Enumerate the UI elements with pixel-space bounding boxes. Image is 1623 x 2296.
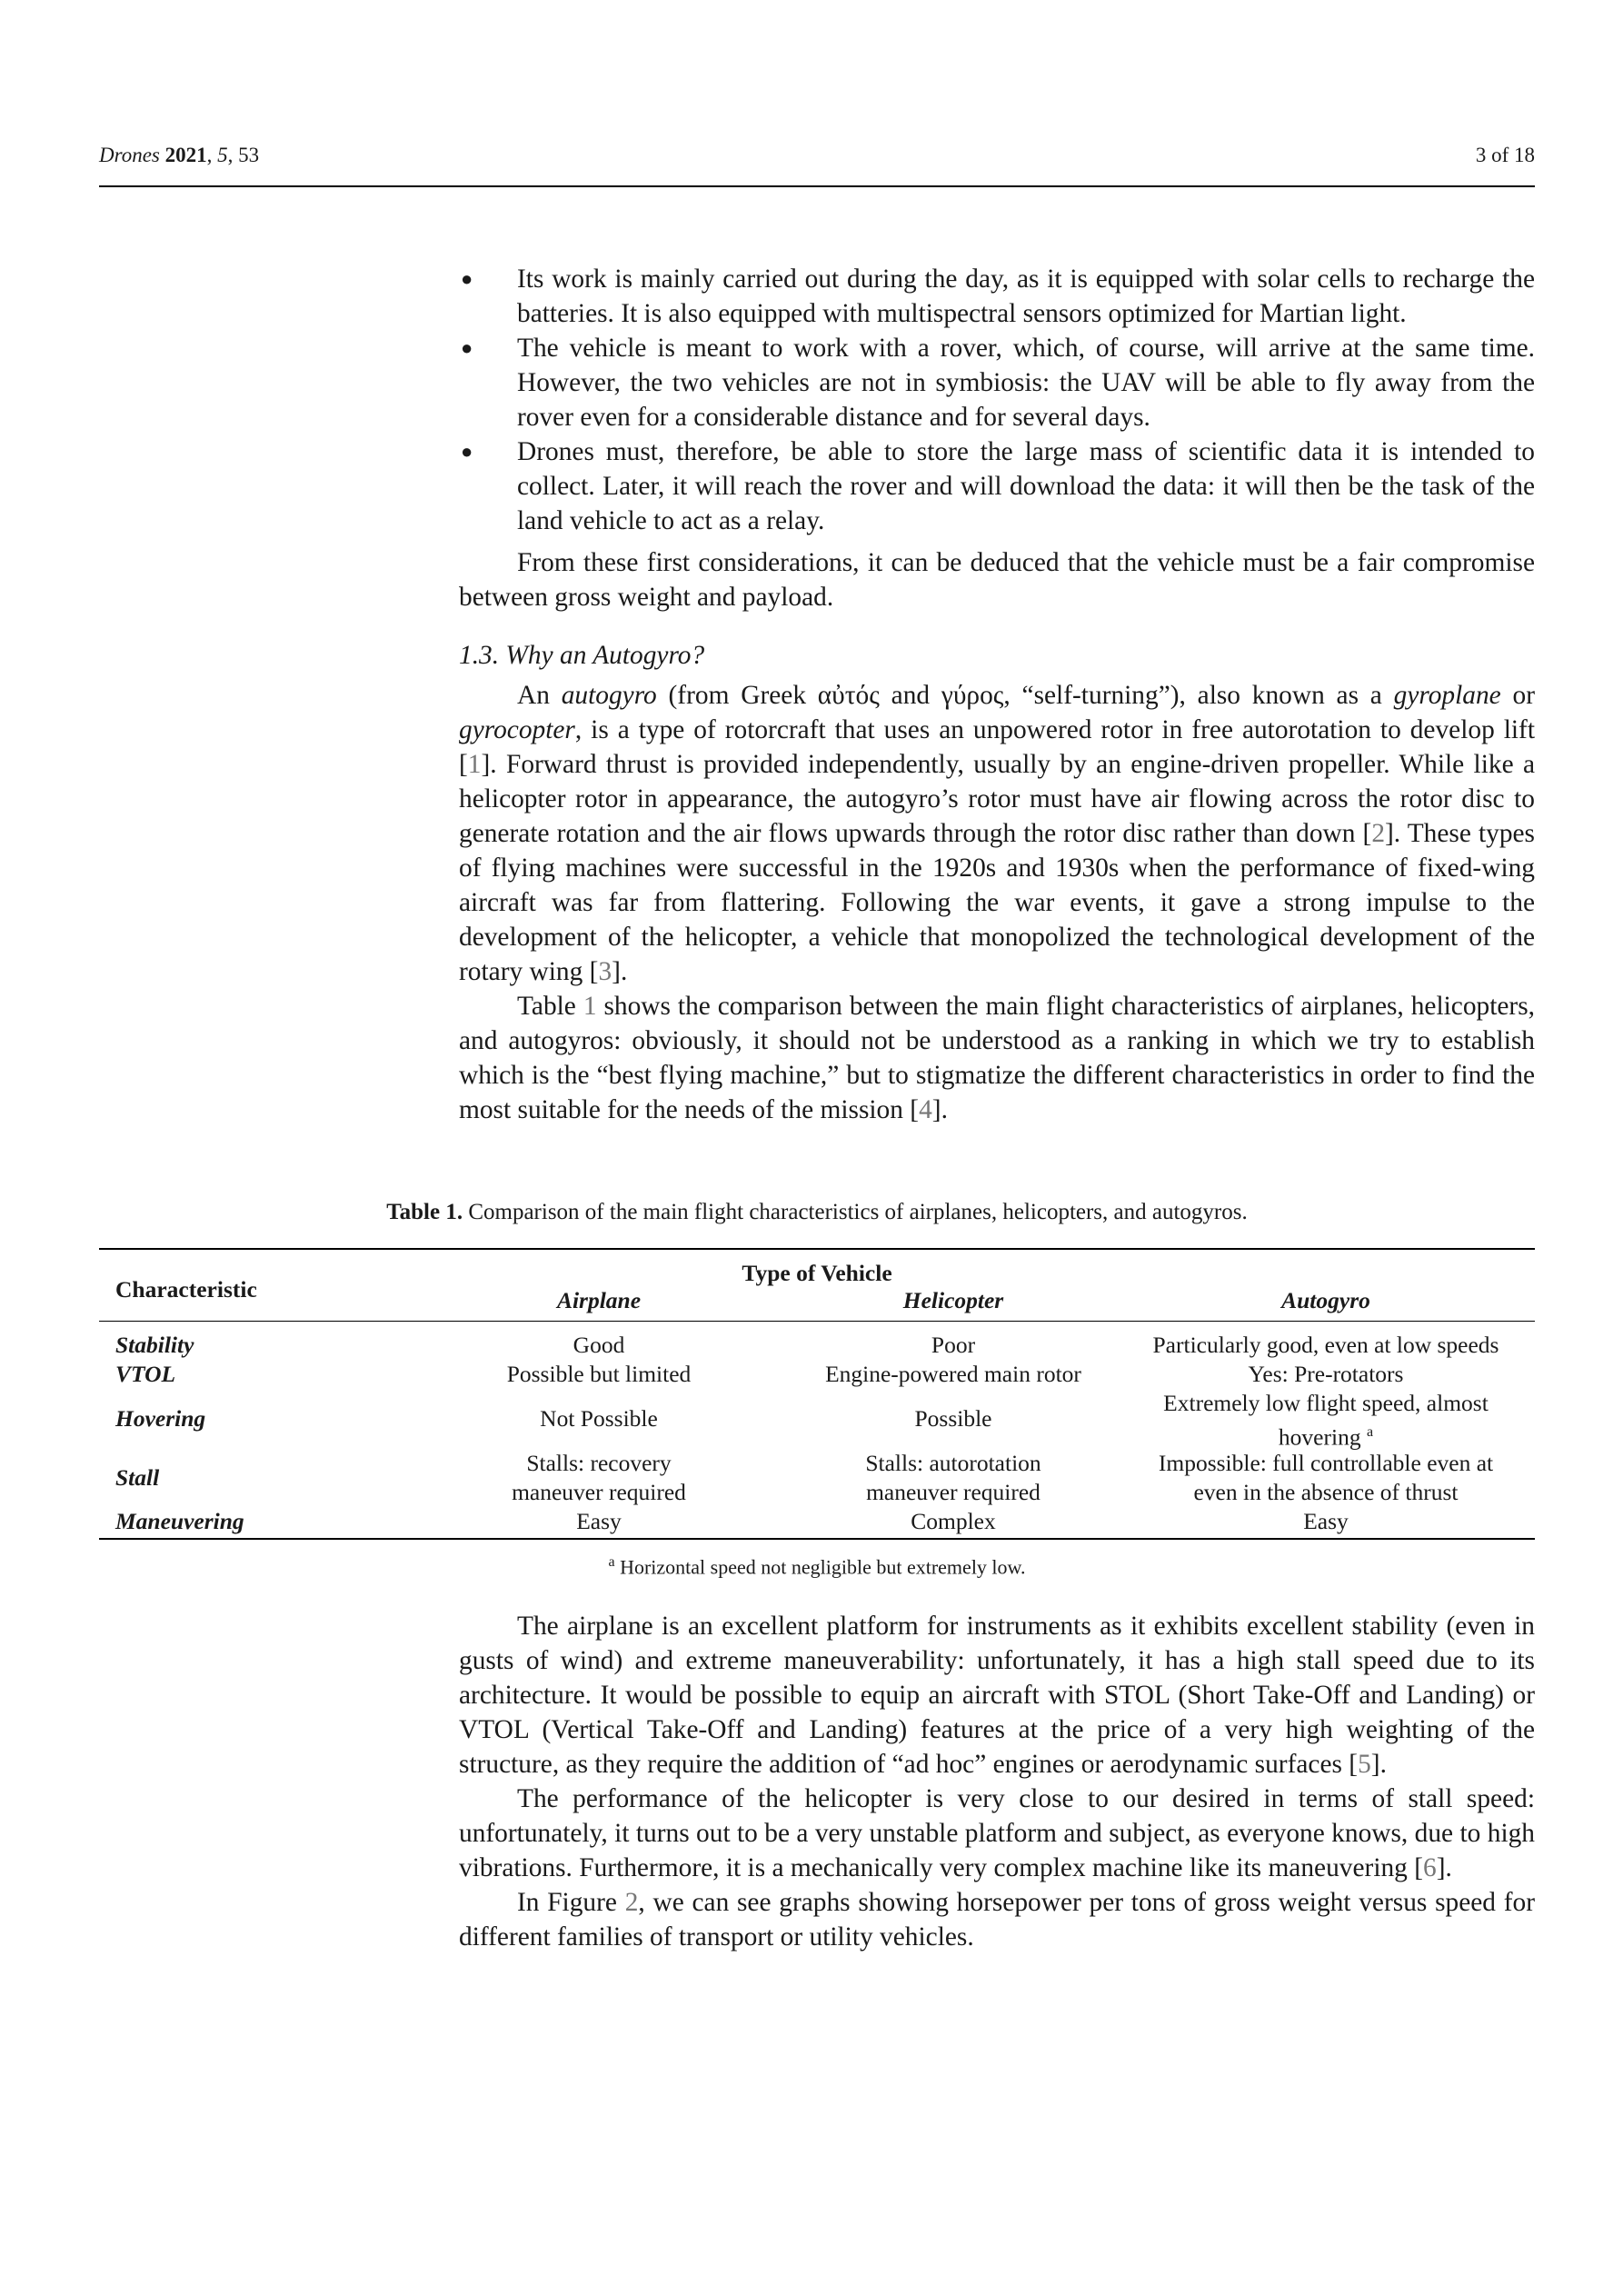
table-footnote: [99, 1554, 1535, 1579]
table-caption-text: Comparison of the main flight characteristics of airplanes, helicopters, and autogyros.: [468, 1200, 1248, 1224]
column-header-autogyro: Autogyro: [1281, 1287, 1370, 1313]
text-run: ]. Forward thrust is provided independently, usually by an engine-driven propeller. While like a helicopter rotor in appearance, the autogyro’s rotor must have air flowing across the rotor disc to generate rotation and the air flows upwards through the rotor disc rather than down [: [459, 750, 1535, 848]
body-text-top: [459, 262, 1535, 1127]
table-cell: Impossible: full controllable even at: [1158, 1450, 1494, 1476]
citation-link[interactable]: 1: [467, 750, 482, 779]
text-run: ].: [1436, 1853, 1452, 1882]
row-header-maneuvering: Maneuvering: [115, 1508, 244, 1534]
row-header-stall: Stall: [115, 1464, 160, 1491]
journal-year: 2021: [164, 144, 207, 166]
text-run: The performance of the helicopter is very close to our desired in terms of stall speed: unfortunately, it turns out to be a very unstable platform and subject, as everyone knows, due to high vibrations. Furthermore, it is a mechanically very complex machine like its maneuvering [: [459, 1784, 1535, 1882]
table-cell: Engine-powered main rotor: [825, 1361, 1081, 1387]
table-intro-paragraph: [459, 989, 1535, 1127]
text-run: shows the comparison between the main flight characteristics of airplanes, helicopters, and autogyros: obviously, it should not be understood as a ranking in which we try to establish which is the “best flying machine,” but to stigmatize the different characteristics in order to find the most suitable for the needs of the mission [: [459, 992, 1536, 1124]
bullet-icon: ●: [461, 267, 473, 290]
citation-link[interactable]: 5: [1358, 1750, 1371, 1779]
footnote-text: Horizontal speed not negligible but extremely low.: [620, 1555, 1026, 1579]
list-item: [459, 262, 1535, 331]
table-cell: maneuver required: [512, 1479, 686, 1505]
text-run: ].: [931, 1095, 948, 1124]
text-run: , we can see graphs showing horsepower per tons of gross weight versus speed for different families of transport or utility vehicles.: [459, 1888, 1535, 1952]
journal-volume: 5: [217, 144, 228, 166]
table-cell-text: hovering: [1278, 1423, 1361, 1451]
article-number: 53: [238, 144, 260, 166]
text-run: (from Greek αὐτός and γύρος, “self-turning”), also known as a: [656, 681, 1394, 710]
group-header: Type of Vehicle: [742, 1260, 892, 1286]
page-number: 3 of 18: [1475, 144, 1535, 166]
term-autogyro: autogyro: [561, 681, 657, 710]
list-item: [459, 331, 1535, 434]
citation-link[interactable]: 4: [919, 1095, 932, 1124]
text-run: ].: [1370, 1750, 1387, 1779]
text-run: Table: [517, 992, 583, 1021]
citation-link[interactable]: 6: [1423, 1853, 1437, 1882]
table-cell: Possible: [914, 1405, 992, 1432]
table-cell: Possible but limited: [506, 1361, 692, 1387]
bullet-text: Its work is mainly carried out during the day, as it is equipped with solar cells to recharge the batteries. It is also equipped with multispectral sensors optimized for Martian light.: [517, 265, 1535, 328]
table-cell: Extremely low flight speed, almost: [1163, 1390, 1489, 1416]
autogyro-paragraph: [459, 678, 1535, 989]
column-header-helicopter: Helicopter: [902, 1287, 1004, 1313]
airplane-paragraph: [459, 1609, 1535, 1782]
page-header: [99, 144, 1535, 187]
row-header-stability: Stability: [115, 1332, 194, 1358]
table-cell: Easy: [1303, 1508, 1349, 1534]
citation-link[interactable]: 2: [1371, 819, 1386, 848]
figure-paragraph: [459, 1885, 1535, 1954]
section-heading: 1.3. Why an Autogyro?: [459, 641, 705, 670]
text-run: ].: [612, 957, 628, 986]
row-header-hovering: Hovering: [115, 1405, 206, 1432]
table-cell: maneuver required: [866, 1479, 1041, 1505]
bullet-text: The vehicle is meant to work with a rover, which, of course, will arrive at the same time. However, the two vehicles are not in symbiosis: the UAV will be able to fly away from the rover even for a considerable distance and for several days.: [517, 334, 1535, 432]
table-cell: Stalls: autorotation: [865, 1450, 1041, 1476]
table-cell: even in the absence of thrust: [1193, 1479, 1459, 1505]
helicopter-paragraph: [459, 1782, 1535, 1885]
footnote-marker: a: [608, 1554, 615, 1570]
table-cell: [1108, 1418, 1544, 1452]
conclusion-paragraph: From these first considerations, it can be deduced that the vehicle must be a fair compromise between gross weight and payload.: [459, 548, 1535, 612]
text-run: ]. These types of flying machines were successful in the 1920s and 1930s when the performance of fixed-wing aircraft was far from flattering. Following the war events, it gave a strong impulse to the development of the helicopter, a vehicle that monopolized the technological development of the rotary wing [: [459, 819, 1535, 986]
text-run: , is a type of rotorcraft that uses an unpowered rotor in free autorotation to develop lift [: [459, 715, 1535, 779]
bullet-list: [459, 262, 1535, 538]
table-caption-label: Table 1.: [386, 1200, 463, 1224]
bullet-icon: ●: [461, 440, 473, 463]
table-cell: Poor: [931, 1332, 976, 1358]
table-bottom-rule: [99, 1538, 1535, 1540]
citation-link[interactable]: 3: [598, 957, 612, 986]
table-cell: Good: [573, 1332, 625, 1358]
table-cell: Complex: [911, 1508, 996, 1534]
table-cell: Particularly good, even at low speeds: [1152, 1332, 1499, 1358]
term-gyrocopter: gyrocopter: [459, 715, 575, 744]
term-gyroplane: gyroplane: [1393, 681, 1501, 710]
footnote-marker: a: [1366, 1424, 1374, 1440]
body-text-bottom: [459, 1609, 1535, 1954]
figure-link[interactable]: 2: [624, 1888, 639, 1917]
table-cell: Not Possible: [540, 1405, 658, 1432]
list-item: [459, 434, 1535, 538]
table-top-rule: [99, 1248, 1535, 1250]
text-run: or: [1500, 681, 1535, 710]
text-run: An: [517, 681, 562, 710]
table-cell: Stalls: recovery: [526, 1450, 672, 1476]
table-cell: Easy: [576, 1508, 622, 1534]
table-link[interactable]: 1: [582, 992, 597, 1021]
table-caption: [99, 1200, 1535, 1225]
column-header-airplane: Airplane: [556, 1287, 642, 1313]
journal-citation: Drones 2021, 5, 53: [99, 144, 260, 166]
row-header-vtol: VTOL: [115, 1361, 176, 1387]
bullet-text: Drones must, therefore, be able to store the large mass of scientific data it is intended to collect. Later, it will reach the rover and will download the data: it will then be the task of the land vehicle to act as a relay.: [517, 437, 1535, 535]
table-cell: Yes: Pre-rotators: [1248, 1361, 1404, 1387]
bullet-icon: ●: [461, 336, 473, 359]
text-run: In Figure: [517, 1888, 625, 1917]
table-header-rule: [99, 1321, 1535, 1322]
column-header-characteristic: Characteristic: [115, 1276, 257, 1303]
journal-name: Drones: [99, 144, 160, 166]
text-run: The airplane is an excellent platform for instruments as it exhibits excellent stability (even in gusts of wind) and extreme maneuverability: unfortunately, it has a high stall speed due to its architecture. It would be possible to equip an aircraft with STOL (Short Take-Off and Landing) or VTOL (Vertical Take-Off and Landing) features at the price of a very high weighting of the structure, as they require the addition of “ad hoc” engines or aerodynamic surfaces [: [459, 1612, 1535, 1779]
